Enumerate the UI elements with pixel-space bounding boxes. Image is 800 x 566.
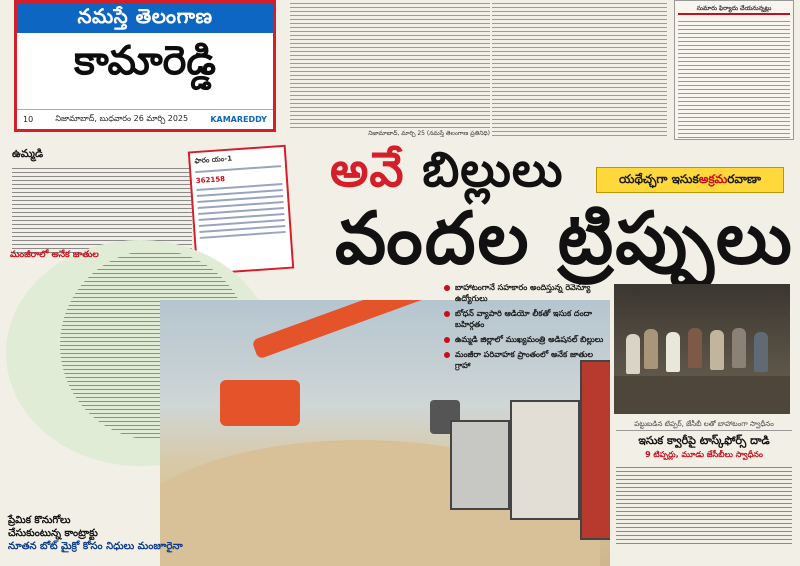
- caption-subhead: 9 టిప్పర్లు, మూడు జేసీబీలు స్వాధీనం: [645, 450, 763, 459]
- truck-2: [510, 400, 580, 520]
- person: [626, 334, 640, 374]
- bullet-dot-icon: [444, 311, 450, 317]
- person: [644, 329, 658, 369]
- masthead: [14, 0, 276, 132]
- person: [732, 328, 746, 368]
- bullet-item: బోధన్ వ్యాపారి ఆడియో లీకతో ఇసుక దందా బహిర్గతం: [444, 308, 609, 330]
- bottom-line-1: ప్రేమిక కొనుగోలు: [8, 515, 71, 526]
- caption-kicker: పట్టుబడిన టిప్పర్, జేసీబీ లతో బాహాటంగా స్వాధీనం: [634, 420, 774, 428]
- people-seized-photo: [614, 284, 790, 414]
- person: [754, 332, 768, 372]
- sidebar-note: సుమారు ఫిర్యాదు చేయనున్నట్లు: [696, 5, 772, 12]
- place-label: KAMAREDDY: [210, 115, 267, 124]
- dateline: [17, 109, 273, 129]
- banner-highlight: అక్రమ: [698, 171, 728, 186]
- bullet-dot-icon: [444, 285, 450, 291]
- person: [710, 330, 724, 370]
- text-block-texture: [290, 0, 490, 128]
- story-bullets: [444, 282, 609, 375]
- person: [688, 328, 702, 368]
- truck-1: [450, 420, 510, 510]
- bullet-item: ఉమ్మడి జిల్లాలో ముఖ్యమంత్రి అడిషనల్ బిల్లులు: [444, 334, 609, 345]
- doc-header: ఫారం యం-1: [194, 154, 233, 166]
- banner-prefix: యథేచ్ఛగా ఇసుక: [619, 171, 699, 186]
- seated-group: [614, 376, 790, 414]
- byline: నిజామాబాద్, మార్చి 25 (నమస్తే తెలంగాణ ప్రతినిధి): [368, 130, 490, 137]
- excavator-body: [220, 380, 300, 426]
- edition-name: కామారెడ్డి: [74, 38, 216, 84]
- subhead-banner: [596, 167, 784, 193]
- divider: [678, 13, 790, 15]
- headline-rest: బిల్లులు: [422, 142, 564, 198]
- left-body-text: [12, 142, 192, 255]
- sidebar-box: [674, 0, 794, 140]
- top-center-body: [290, 0, 490, 138]
- truck-3: [580, 360, 610, 540]
- page-number: 10: [23, 115, 34, 124]
- excavator-arm: [252, 300, 437, 359]
- bottom-story-headline: [8, 514, 238, 553]
- lead-word: ఉమ్మడి: [12, 147, 44, 160]
- doc-number: 362158: [195, 175, 226, 186]
- top-center-body-2: [492, 0, 667, 138]
- bullet-item: మంజీరా పరివాహక ప్రాంతంలో అనేక జాతుల గ్రాహా: [444, 349, 609, 371]
- bullet-dot-icon: [444, 352, 450, 358]
- headline-highlight: అవే: [330, 142, 405, 198]
- bottom-line-3: నూతన బోట్ మైక్రో కోసం నిధులు మంజూరైనా: [8, 541, 183, 552]
- date-text: నిజామాబాద్, బుధవారం 26 మార్చి 2025: [55, 114, 189, 123]
- sidebar-text-texture: [678, 18, 790, 138]
- newspaper-title: నమస్తే తెలంగాణ: [17, 3, 273, 33]
- banner-suffix: రవాణా: [727, 171, 761, 186]
- bullet-item: బాహాటంగానే సహకారం అందిస్తున్న రెవెన్యూ ఉద్యోగులు: [444, 282, 609, 304]
- caption-headline: ఇసుక క్వారీపై టాస్క్‌ఫోర్స్ దాడి: [616, 430, 792, 450]
- bullet-dot-icon: [444, 337, 450, 343]
- caption-box: [616, 420, 792, 560]
- person: [666, 332, 680, 372]
- inset-story-tag: మంజీరాలో అనేక జాతుల: [10, 250, 99, 260]
- headline-line-2: వందల ట్రిప్పులు: [335, 196, 794, 280]
- caption-body-texture: [616, 464, 792, 544]
- bottom-line-2: చేసుకుంటున్న కాంట్రాక్టు: [8, 528, 98, 539]
